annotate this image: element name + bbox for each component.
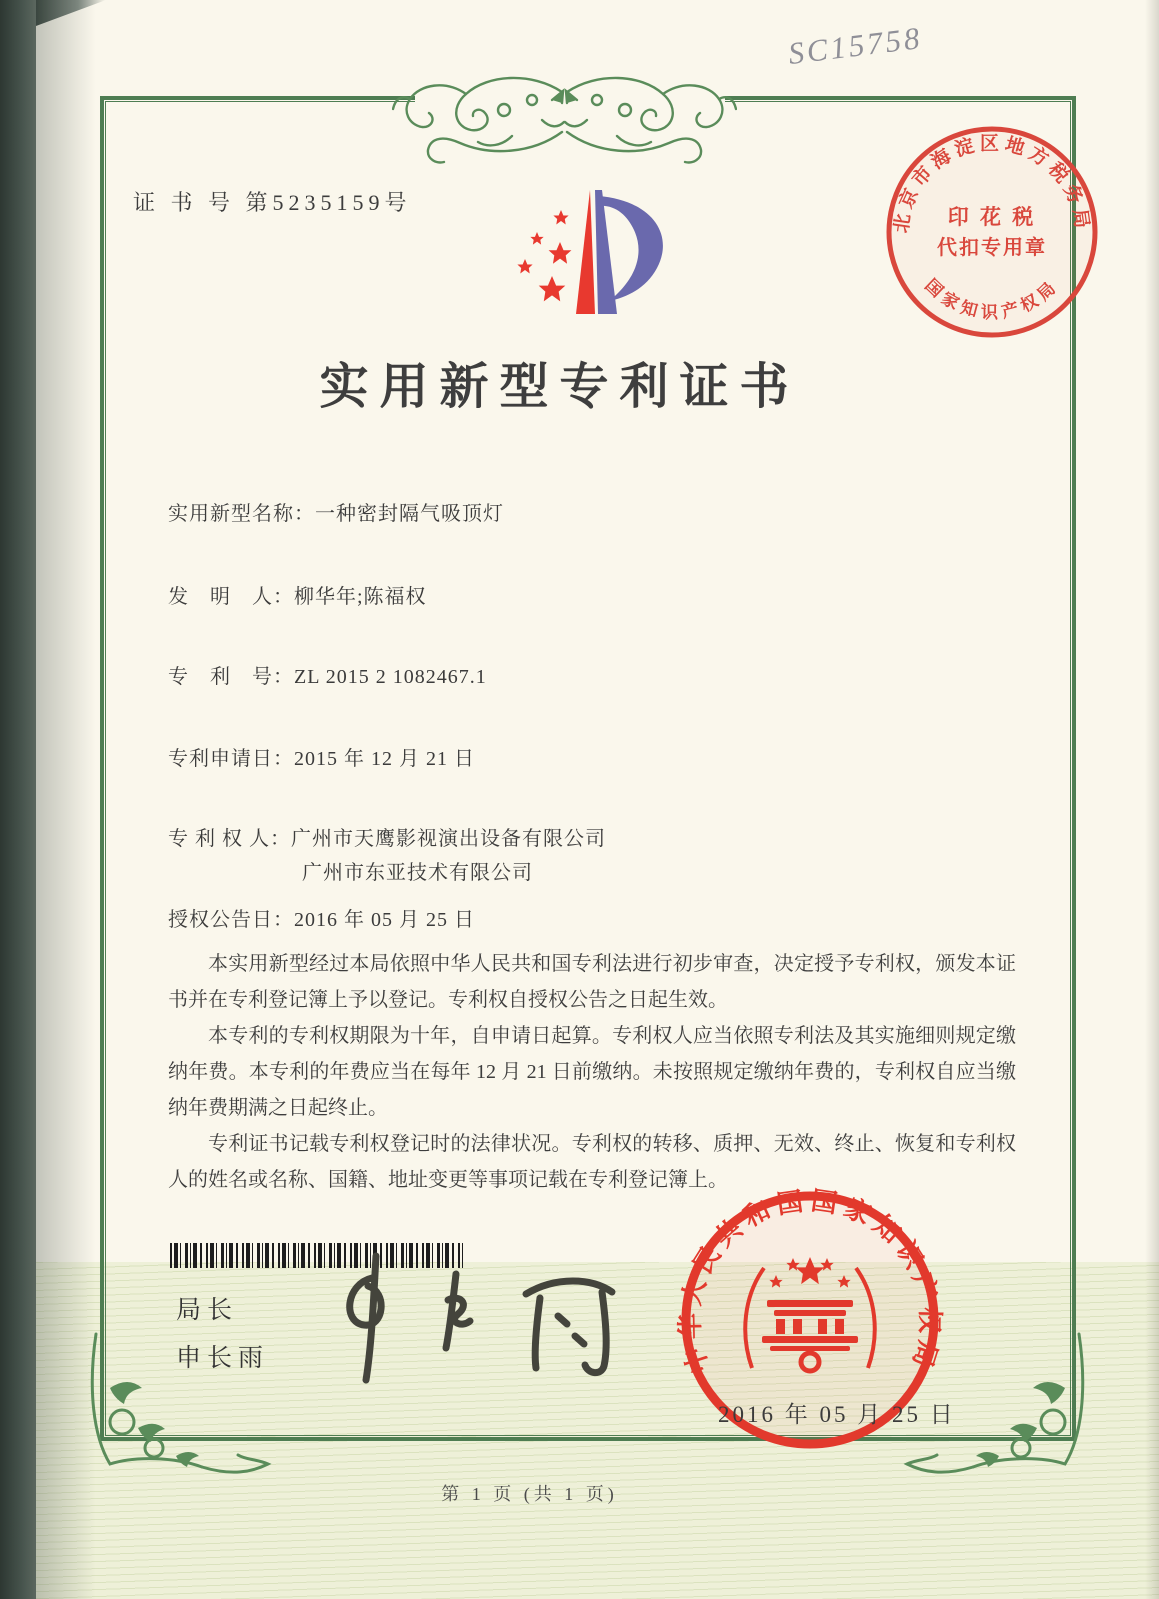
field-grant-date bbox=[168, 903, 475, 932]
dragon-ornament-icon bbox=[392, 70, 737, 170]
document-title: 实用新型专利证书 bbox=[319, 359, 800, 414]
tax-stamp-bottom-arc-text: 国家知识产权局 bbox=[921, 275, 1063, 322]
field-value: 2016 年 05 月 25 日 bbox=[294, 909, 475, 931]
tax-stamp-center-line2: 代扣专用章 bbox=[937, 237, 1047, 259]
field-value: 2015 年 12 月 21 日 bbox=[294, 748, 475, 770]
page-number: 第 1 页 (共 1 页) bbox=[441, 1484, 618, 1504]
field-label: 专 利 权 人： bbox=[168, 828, 291, 850]
director-name: 申长雨 bbox=[176, 1344, 270, 1372]
field-label: 实用新型名称： bbox=[168, 503, 315, 525]
seal-arc-text: 中华人民共和国国家知识产权局 bbox=[675, 1186, 945, 1377]
book-binding-edge bbox=[0, 0, 36, 1599]
field-patent-number bbox=[168, 660, 487, 689]
tax-stamp-center-line1: 印 花 税 bbox=[947, 205, 1037, 229]
field-label: 发 明 人： bbox=[168, 586, 294, 608]
field-inventors bbox=[168, 580, 427, 609]
paragraph: 本实用新型经过本局依照中华人民共和国专利法进行初步审查，决定授予专利权，颁发本证书并在专利登记簿上予以登记。专利权自授权公告之日起生效。 bbox=[168, 953, 1016, 1011]
field-patentee-line2: 广州市东亚技术有限公司 bbox=[302, 862, 533, 884]
field-patentee bbox=[168, 822, 606, 851]
cnipa-logo bbox=[483, 168, 695, 340]
field-value: 一种密封隔气吸顶灯 bbox=[315, 503, 504, 525]
director-title: 局长 bbox=[176, 1296, 239, 1324]
field-filing-date bbox=[168, 742, 475, 771]
paper-right-edge bbox=[1145, 0, 1159, 1599]
certificate-number: 证 书 号 第5235159号 bbox=[133, 190, 412, 215]
paragraph: 本专利的专利权期限为十年，自申请日起算。专利权人应当依照专利法及其实施细则规定缴纳年费。本专利的年费应当在每年 12 月 21 日前缴纳。未按照规定缴纳年费的，专利权自应当缴纳年费期满之日起终止。 bbox=[168, 1025, 1016, 1119]
field-label: 专 利 号： bbox=[168, 666, 294, 688]
legal-text-block bbox=[168, 946, 1016, 1198]
field-value: ZL 2015 2 1082467.1 bbox=[294, 666, 487, 688]
handwritten-code: SC15758 bbox=[786, 19, 925, 72]
tax-office-stamp-icon bbox=[872, 112, 1112, 352]
seal-date: 2016 年 05 月 25 日 bbox=[718, 1402, 956, 1427]
field-label: 授权公告日： bbox=[168, 909, 294, 931]
director-signature bbox=[320, 1248, 630, 1388]
field-value: 广州市天鹰影视演出设备有限公司 bbox=[291, 828, 606, 850]
tax-stamp-top-arc-text: 北京市海淀区地方税务局 bbox=[891, 133, 1093, 235]
paragraph: 专利证书记载专利权登记时的法律状况。专利权的转移、质押、无效、终止、恢复和专利权人的姓名或名称、国籍、地址变更等事项记载在专利登记簿上。 bbox=[168, 1133, 1016, 1191]
field-utility-model-name bbox=[168, 497, 504, 526]
field-label: 专利申请日： bbox=[168, 748, 294, 770]
field-value: 柳华年;陈福权 bbox=[294, 586, 427, 608]
